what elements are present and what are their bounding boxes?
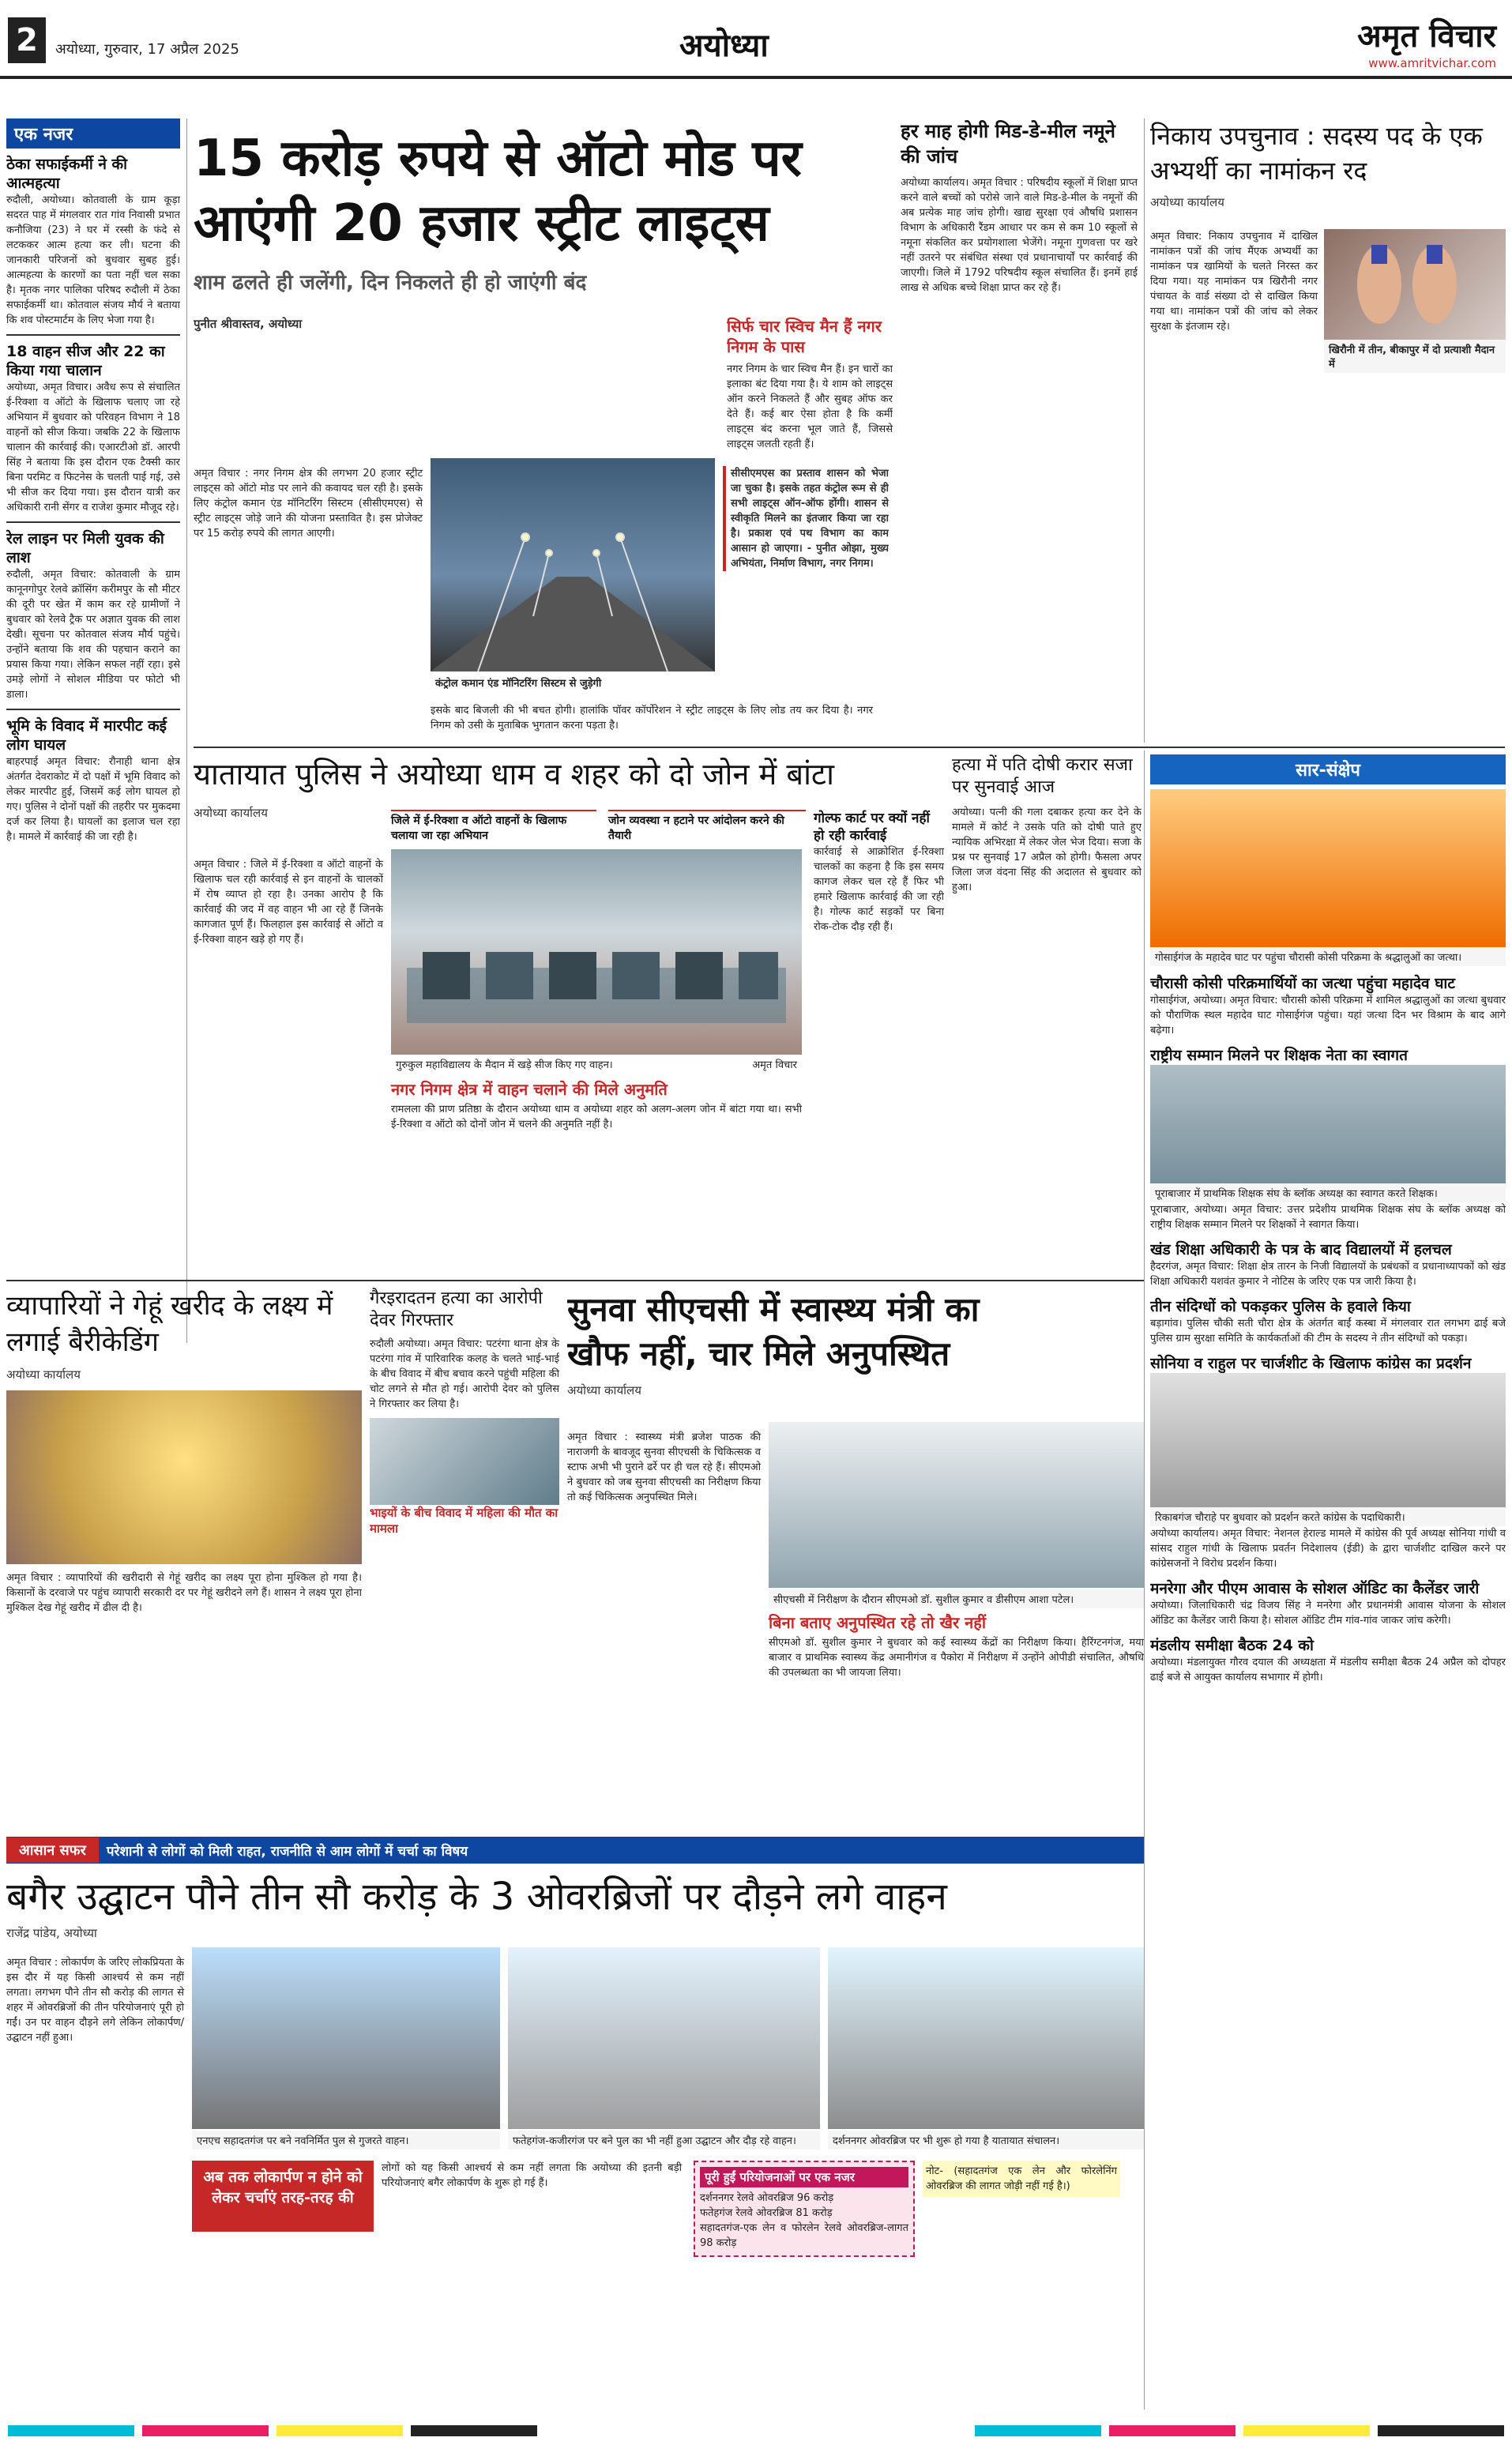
nikay-body: अमृत विचार: निकाय उपचुनाव में दाखिल नामांकन पत्रों की जांच मैंएक अभ्यर्थी का नामांकन पत्र खामियों के चलते निरस्त कर दिया गया। यह नामांकन पत्र खिरौनी नगर पंचायत के वार्ड संख्या दो से दाखिल किया गया था। नामांकन पत्रों की जांच को लेकर सुरक्षा के इंतजाम रहे।: [1150, 231, 1318, 333]
nikay-story: [1150, 118, 1506, 743]
bridge-photo-2-caption: फतेहगंज-कजीरगंज पर बने पुल का भी नहीं हुआ उद्घाटन और दौड़ रहे वाहन।: [508, 2131, 820, 2150]
seized-vehicles-photo: [391, 849, 802, 1055]
bridge-strip: [6, 1837, 1144, 1864]
brief-title: भूमि के विवाद में मारपीट कई लोग घायल: [6, 717, 167, 754]
congress-caption: रिकाबगंज चौराहे पर बुधवार को प्रदर्शन करते कांग्रेस के पदाधिकारी।: [1150, 1507, 1506, 1526]
sar-item-body: अयोध्या। मंडलायुक्त गौरव दयाल की अध्यक्षता में मंडलीय समीक्षा बैठक 24 अप्रैल को दोपहर ढाई बजे से आयुक्त कार्यालय सभागार में होगी।: [1150, 1657, 1506, 1683]
nikay-title: निकाय उपचुनाव : सदस्य पद के एक अभ्यर्थी का नामांकन रद: [1150, 121, 1483, 186]
switchman-body: नगर निगम के चार स्विच मैन हैं। इन चारों का इलाका बंट दिया गया है। ये शाम को लाइट्स ऑन करने निकलते हैं और सुबह ऑफ कर देते हैं। कई बार ऐसा होता है कि कर्मी लाइट्स बंद करना भूल जाते हैं, जिससे लाइट्स जलती रहती हैं।: [727, 363, 893, 450]
sar-item-body: पूराबाजार, अयोध्या। अमृत विचार: उत्तर प्रदेशीय प्राथमिक शिक्षक संघ के ब्लॉक अध्यक्ष को राष्ट्रीय शिक्षक सम्मान मिलने पर शिक्षकों ने स्वागत किया।: [1150, 1204, 1506, 1231]
chc-sub-body: सीएमओ डॉ. सुशील कुमार ने बुधवार को कई स्वास्थ्य केंद्रों का निरीक्षण किया। हैरिंग्टनगंज, मया बाजार व प्राथमिक स्वास्थ्य केंद्र अमानीगंज व पैकोरा में निरीक्षण में उन्होंने ओपीडी संचालित, औषधि की उपलब्धता का भी जायजा लिया।: [769, 1637, 1144, 1679]
bridge-byline: राजेंद्र पांडेय, अयोध्या: [6, 1926, 97, 1940]
lead-headline-1: 15 करोड़ रुपये से ऑटो मोड पर: [194, 130, 802, 188]
sar-item-title: सोनिया व राहुल पर चार्जशीट के खिलाफ कांग्रेस का प्रदर्शन: [1150, 1355, 1472, 1372]
project-item: दर्शननगर रेलवे ओवरब्रिज 96 करोड़: [700, 2192, 834, 2204]
streetlight-illustration: [431, 458, 715, 671]
traffic-body: अमृत विचार : जिले में ई-रिक्शा व ऑटो वाहनों के खिलाफ चल रही कार्रवाई से इन वाहनों के चालकों में रोष व्याप्त हो रहा है। उनका आरोप है कि कार्रवाई की जद में वह वाहन भी आ रहे हैं जिनके कागजात पूर्ण हैं। फिलहाल इस कार्रवाई से ऑटो व ई-रिक्शा वाहन खड़े हो गए हैं।: [194, 859, 383, 946]
bridge-photo-3-caption: दर्शननगर ओवरब्रिज पर भी शुरू हो गया है यातायात संचालन।: [828, 2131, 1144, 2150]
golf-cart-body: कार्रवाई से आक्रोशित ई-रिक्शा चालकों का कहना है कि इस समय कागज लेकर चल रहे हैं फिर भी हमारे खिलाफ कार्रवाई की जा रही है। गोल्फ कार्ट सड़कों पर बिना रोक-टोक दौड़ रही हैं।: [814, 846, 944, 933]
nikay-photo-caption: खिरौनी में तीन, बीकापुर में दो प्रत्याशी मैदान में: [1324, 340, 1506, 373]
sar-sankshep-column: [1150, 754, 1506, 2413]
chc-subhead: बिना बताए अनुपस्थित रहे तो खैर नहीं: [769, 1613, 987, 1632]
brand-name: अमृत विचार: [1357, 18, 1496, 55]
wheat-story: [6, 1288, 362, 1825]
projects-note: नोट- (सहादतगंज एक लेन और फोरलेनिंग ओवरब्रिज की लागत जोड़ी नहीं गई है।): [923, 2161, 1120, 2197]
brief-body: अयोध्या, अमृत विचार। अवैध रूप से संचालित ई-रिक्शा व ऑटो के खिलाफ चलाए जा रहे अभियान में बुधवार को परिवहन विभाग ने 18 वाहनों को सीज किया। जबकि 22 के खिलाफ चालान की कार्रवाई की। एआरटीओ डॉ. आरपी सिंह ने बताया कि इस दौरान एक टैक्सी कार बिना परमिट व फिटनेस के चलती पाई गई, उसे भी सीज कर दिया गया। इस दौरान यात्री कर अधिकारी रानी सेंगर व राजेश कुमार मौजूद रहे।: [6, 382, 180, 513]
sar-item-body: हैदरगंज, अमृत विचार: शिक्षा क्षेत्र तारन के निजी विद्यालयों के प्रबंधकों व प्रधानाध्यापकों को खंड शिक्षा अधिकारी यशवंत कुमार ने नोटिस के जरिए एक पत्र जारी किया है।: [1150, 1261, 1506, 1288]
bridge-headline: बगैर उद्घाटन पौने तीन सौ करोड़ के 3 ओवरब्रिजों पर दौड़ने लगे वाहन: [6, 1875, 947, 1919]
teacher-photo: [1150, 1065, 1506, 1183]
left-column: [6, 118, 180, 1311]
sar-item-title: खंड शिक्षा अधिकारी के पत्र के बाद विद्यालयों में हलचल: [1150, 1241, 1452, 1258]
traffic-sub-body: रामलला की प्राण प्रतिष्ठा के दौरान अयोध्या धाम व अयोध्या शहर को अलग-अलग जोन में बांटा गया था। सभी ई-रिक्शा व ऑटो को दोनों जोन में चलने की अनुमति नहीं है।: [391, 1104, 802, 1130]
inked-fingers-illustration: [1324, 229, 1506, 340]
projects-box-title: पूरी हुईं परियोजनाओं पर एक नजर: [700, 2167, 908, 2187]
bridge-body: अमृत विचार : लोकार्पण के जरिए लोकप्रियता के इस दौर में यह किसी आश्चर्य से कम नहीं लगता। लगभग पौने तीन सौ करोड़ की लागत से शहर में ओवरब्रिजों की तीन परियोजनाएं पूरी हो गईं। उन पर वाहन दौड़ने लगे लेकिन लोकार्पण/उद्घाटन नहीं हुआ।: [6, 1957, 185, 2044]
golf-cart-title: गोल्फ कार्ट पर क्यों नहीं हो रही कार्रवाई: [814, 811, 930, 844]
brief-body: रुदौली, अयोध्या। कोतवाली के ग्राम कूड़ा सदरत पाह में मंगलवार रात गांव निवासी प्रभात कनौजिया (23) ने घर में रस्सी के फंदे से लटककर आत्म हत्या कर ली। घटना की जानकारी परिजनों को बुधवार सुबह हुई। आत्महत्या के कारणों का पता नहीं चल सका है। मृतक नगर पालिका परिषद रुदौली में ठेका सफाईकर्मी था। कोतवाल संजय मौर्य ने बताया कि शव पोस्टमार्टम के लिए भेजा गया है।: [6, 194, 180, 326]
bridge-box-title: अब तक लोकार्पण न होने को लेकर चर्चाएं तरह-तरह की: [192, 2161, 374, 2232]
print-registration-strip: [0, 2417, 1512, 2445]
brief-body: रुदौली, अमृत विचार: कोतवाली के ग्राम कानूनगोपुर रेलवे क्रॉसिंग करीमपुर के सौ मीटर की दूरी पर खेत में काम कर रहे ग्रामीणों ने बुधवार को रेलवे ट्रैक पर अज्ञात युवक की लाश देखी। सूचना पर कोतवाल संजय मौर्य पहुंचे। उन्होंने बताया कि शव की पहचान कराने का प्रयास किया गया। लेकिन सफल नहीं रहा। इसे उमड़े लोगों ने सोशल मीडिया पर फोटो भी डाला।: [6, 569, 180, 701]
brand-url[interactable]: www.amritvichar.com: [1368, 56, 1496, 70]
brief-title: रेल लाइन पर मिली युवक की लाश: [6, 530, 164, 566]
streetlight-photo: [431, 458, 715, 671]
sar-item-title: राष्ट्रीय सम्मान मिलने पर शिक्षक नेता का स्वागत: [1150, 1047, 1408, 1064]
chc-headline-2: खौफ नहीं, चार मिले अनुपस्थित: [567, 1334, 950, 1373]
lead-headline-2: आएंगी 20 हजार स्ट्रीट लाइट्स: [194, 194, 769, 253]
bridge-photo-2: [508, 1947, 820, 2129]
traffic-subhead: नगर निगम क्षेत्र में वाहन चलाने की मिले अनुमति: [391, 1080, 668, 1099]
bridge-photo-1-caption: एनएच सहादतगंज पर बने नवनिर्मित पुल से गुजरते वाहन।: [192, 2131, 500, 2150]
brand: [1357, 13, 1496, 70]
wheat-headline: व्यापारियों ने गेहूं खरीद के लक्ष्य में लगाई बैरीकेडिंग: [6, 1290, 333, 1358]
brief-title: ठेका सफाईकर्मी ने की आत्महत्या: [6, 156, 128, 192]
streetlight-photo-caption: कंट्रोल कमान एंड मॉनिटरिंग सिस्टम से जुड़ेगी: [431, 673, 715, 692]
sar-item-body: अयोध्या कार्यालय। अमृत विचार: नेशनल हेराल्ड मामले में कांग्रेस की पूर्व अध्यक्ष सोनिया गांधी व सांसद राहुल गांधी के खिलाफ प्रवर्तन निदेशालय (ईडी) के द्वारा चार्जशीट दाखिल करने पर कांग्रेसजनों ने विरोध प्रदर्शन किया।: [1150, 1528, 1506, 1570]
sar-item-title: तीन संदिग्धों को पकड़कर पुलिस के हवाले किया: [1150, 1298, 1411, 1315]
seized-vehicles-caption: [391, 1055, 802, 1074]
sar-item-title: चौरासी कोसी परिक्रमार्थियों का जत्था पहुंचा महादेव घाट: [1150, 975, 1455, 992]
chc-body: अमृत विचार : स्वास्थ्य मंत्री ब्रजेश पाठक की नाराजगी के बावजूद सुनवा सीएचसी के चिकित्सक व स्टाफ अभी भी पुराने ढर्रे पर ही चल रहे हैं। सीएमओ ने बुधवार को जब सुनवा सीएचसी का निरीक्षण किया तो कई चिकित्सक अनुपस्थित मिले।: [567, 1431, 761, 1503]
bridge-story: [6, 1837, 1144, 2413]
chc-story: [567, 1288, 1144, 1825]
dateline: अयोध्या, गुरुवार, 17 अप्रैल 2025: [55, 41, 239, 58]
arrest-body: रुदौली अयोध्या। अमृत विचार: पटरंगा थाना क्षेत्र के पटरंगा गांव में पारिवारिक कलह के चलते भाई-भाई के बीच विवाद में बीच बचाव करने पहुंची महिला की चोट लगने से मौत हो गई। आरोपी देवर को पुलिस ने गिरफ्तार कर लिया है।: [370, 1338, 559, 1410]
teacher-caption: पूराबाजार में प्राथमिक शिक्षक संघ के ब्लॉक अध्यक्ष का स्वागत करते शिक्षक।: [1150, 1183, 1506, 1202]
parikrama-photo: [1150, 789, 1506, 947]
page-number: 2: [8, 17, 46, 63]
nikay-photo: [1324, 229, 1506, 340]
midday-body: अयोध्या कार्यालय। अमृत विचार : परिषदीय स्कूलों में शिक्षा प्राप्त करने वाले बच्चों को परोसे जाने वाले मिड-डे-मील के नमूनों की अब प्रत्येक माह जांच होगी। खाद्य सुरक्षा एवं औषधि प्रशासन विभाग के अधिकारी रैंडम आधार पर कम से कम 10 स्कूलों से नमूना संकलित कर प्रयोगशाला भेजेंगे। नमूना गुणवत्ता पर खरे नहीं उतरने पर संबंधित संस्था एवं प्रधानाचार्यों पर कार्रवाई की जाएगी। जिले में 1792 परिषदीय स्कूल संचालित हैं। इनमें हाई लाख से अधिक बच्चे शिक्षा प्राप्त कर रहे हैं।: [901, 177, 1138, 294]
traffic-kicker-1: जिले में ई-रिक्शा व ऑटो वाहनों के खिलाफ चलाया जा रहा अभियान: [391, 810, 596, 843]
left-col-tag: एक नजर: [6, 118, 180, 149]
switchman-title: सिर्फ चार स्विच मैन हैं नगर निगम के पास: [727, 317, 882, 356]
lead-body-1: अमृत विचार : नगर निगम क्षेत्र की लगभग 20 हजार स्ट्रीट लाइट्स को ऑटो मोड पर लाने की कवायद चल रही है। इसके लिए कंट्रोल कमान एंड मॉनिटरिंग सिस्टम (सीसीएमएस) से स्ट्रीट लाइट्स जोड़े जाने की योजना प्रस्तावित है। इस प्रोजेक्ट पर 15 करोड़ रुपये की लागत आएगी।: [194, 468, 423, 540]
sar-item-body: बड़ागांव। पुलिस चौकी सती चौरा क्षेत्र के अंतर्गत बाईं कस्बा में मंगलवार रात लगभग ढाई बजे पुलिस ग्राम सुरक्षा समिति के कार्यकर्ताओं की टीम के सदस्य ने तीन संदिग्धों को पकड़ा।: [1150, 1318, 1506, 1345]
lead-quote: सीसीएमएस का प्रस्ताव शासन को भेजा जा चुका है। इसके तहत कंट्रोल रूम से ही सभी लाइट्स ऑन-ऑफ होंगी। शासन से स्वीकृति मिलने का इंतजार किया जा रहा है। प्रकाश एवं पथ विभाग का काम आसान हो जाएगा। - पुनीत ओझा, मुख्य अभियंता, निर्माण विभाग, नगर निगम।: [723, 466, 889, 571]
wheat-body: अमृत विचार : व्यापारियों की खरीदारी से गेहूं खरीद का लक्ष्य पूरा होना मुश्किल हो गया है। किसानों के दरवाजे पर पहुंच व्यापारी सरकारी दर पर गेहूं खरीदने लगे हैं। शासन ने लक्ष्य पूरा होना मुश्किल देख गेहूं खरीद में ढील दी है।: [6, 1572, 362, 1614]
bridge-photo-3: [828, 1947, 1144, 2129]
caption-text: गुरुकुल महाविद्यालय के मैदान में खड़े सीज किए गए वाहन।: [396, 1059, 613, 1071]
wheat-photo: [6, 1390, 362, 1564]
bridge-tag: आसान सफर: [6, 1838, 99, 1863]
congress-protest-photo: [1150, 1373, 1506, 1507]
bridge-box-body: लोगों को यह किसी आश्चर्य से कम नहीं लगता कि अयोध्या की इतनी बड़ी परियोजनाएं बगैर लोकार्पण के शुरू हो गई हैं।: [382, 2162, 682, 2189]
handcuff-photo: [370, 1418, 559, 1505]
sar-item-title: मनरेगा और पीएम आवास के सोशल ऑडिट का कैलेंडर जारी: [1150, 1580, 1480, 1597]
brief-title: 18 वाहन सीज और 22 का किया गया चालान: [6, 343, 165, 379]
masthead: [0, 0, 1512, 79]
project-item: सहादतगंज-एक लेन व फोरलेन रेलवे ओवरब्रिज-लागत 98 करोड़: [700, 2222, 908, 2249]
wheat-byline: अयोध्या कार्यालय: [6, 1367, 81, 1382]
murder-body: अयोध्या। पत्नी की गला दबाकर हत्या कर देने के मामले में कोर्ट ने उसके पति को दोषी पाते हुए न्यायिक अभिरक्षा में लेकर जेल भेज दिया। सजा के प्रश्न पर सुनवाई 17 अप्रैल को होगी। फैसला अपर जिला जज वंदना सिंह की अदालत से बुधवार को हुआ।: [952, 807, 1142, 893]
bridge-kicker: परेशानी से लोगों को मिली राहत, राजनीति से आम लोगों में चर्चा का विषय: [106, 1843, 468, 1860]
chc-photo-caption: सीएचसी में निरीक्षण के दौरान सीएमओ डॉ. सुशील कुमार व डीसीएम आशा पटेल।: [769, 1589, 1144, 1608]
section-city: अयोध्या: [679, 28, 769, 64]
midday-meal-story: [901, 118, 1138, 743]
sar-item-body: गोसाईगंज, अयोध्या। अमृत विचार: चौरासी कोसी परिक्रमा में शामिल श्रद्धालुओं का जत्था बुधवार को पौराणिक स्थल महादेव घाट गोसाईगंज पहुंचा। यहां जत्था दिन भर विश्राम के बाद आगे बढ़ेगा।: [1150, 995, 1506, 1036]
vehicles-illustration: [391, 849, 802, 1055]
midday-title: हर माह होगी मिड-डे-मील नमूने की जांच: [901, 120, 1115, 167]
registration-marks: [0, 2417, 1512, 2445]
nikay-byline: अयोध्या कार्यालय: [1150, 195, 1224, 209]
chc-inspection-photo: [769, 1422, 1144, 1588]
lead-body-2: इसके बाद बिजली की भी बचत होगी। हालांकि पॉवर कॉर्पोरेशन ने स्ट्रीट लाइट्स के लिए लोड तय कर दिया है। नगर निगम को उसी के मुताबिक भुगतान करना पड़ता है।: [431, 705, 873, 732]
lead-byline: पुनीत श्रीवास्तव, अयोध्या: [194, 317, 303, 331]
arrest-story: [370, 1288, 559, 1825]
chc-headline-1: सुनवा सीएचसी में स्वास्थ्य मंत्री का: [567, 1290, 980, 1329]
sar-item-title: मंडलीय समीक्षा बैठक 24 को: [1150, 1637, 1314, 1654]
traffic-headline: यातायात पुलिस ने अयोध्या धाम व शहर को दो जोन में बांटा: [194, 757, 834, 792]
lead-subhead: शाम ढलते ही जलेंगी, दिन निकलते ही हो जाएंगी बंद: [194, 271, 587, 295]
traffic-kicker-2: जोन व्यवस्था न हटाने पर आंदोलन करने की तैयारी: [608, 810, 806, 843]
traffic-story: [194, 754, 944, 1276]
sar-item-body: अयोध्या। जिलाधिकारी चंद्र विजय सिंह ने मनरेगा और प्रधानमंत्री आवास योजना के सोशल ऑडिट का कैलेंडर जारी किया है। सोशल ऑडिट टीम गांव-गांव जाकर जांच करेगी।: [1150, 1600, 1506, 1627]
murder-story: [952, 754, 1142, 1276]
arrest-title: गैरइरादतन हत्या का आरोपी देवर गिरफ्तार: [370, 1288, 543, 1330]
bridge-photo-1: [192, 1947, 500, 2129]
arrest-photo-caption: भाइयों के बीच विवाद में महिला की मौत का मामला: [370, 1506, 559, 1536]
brief-body: बाहरपाई अमृत विचार: रौनाही थाना क्षेत्र अंतर्गत देवराकोट में दो पक्षों में भूमि विवाद को लेकर मारपीट हुई, जिसमें कई लोग घायल हो गए। पुलिस ने दोनों पक्षों की तहरीर पर मुकदमा दर्ज कर लिया है। घायलों का इलाज चल रहा है। मामले में कार्रवाई की जा रही है।: [6, 756, 180, 843]
photo-credit: अमृत विचार: [752, 1059, 797, 1071]
murder-title: हत्या में पति दोषी करार सजा पर सुनवाई आज: [952, 755, 1133, 797]
chc-byline: अयोध्या कार्यालय: [567, 1383, 641, 1397]
traffic-byline: अयोध्या कार्यालय: [194, 806, 268, 820]
parikrama-caption: गोसाईगंज के महादेव घाट पर पहुंचा चौरासी कोसी परिक्रमा के श्रद्धालुओं का जत्था।: [1150, 947, 1506, 966]
project-item: फतेहगंज रेलवे ओवरब्रिज 81 करोड़: [700, 2207, 833, 2219]
projects-box: [694, 2161, 915, 2257]
switchman-sidebar: [727, 316, 893, 743]
sar-tag: सार-संक्षेप: [1150, 754, 1506, 784]
